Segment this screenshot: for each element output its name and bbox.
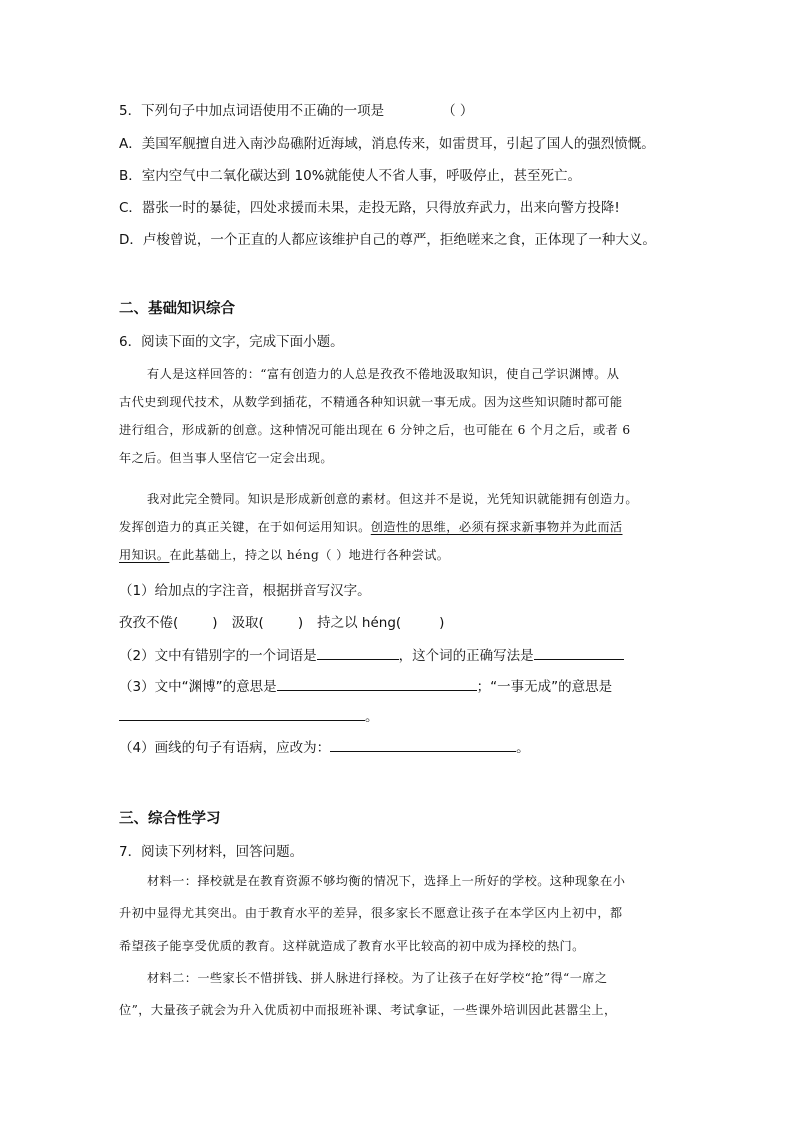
sub3-part1: （3）文中“渊博”的意思是 [119, 679, 277, 695]
q6-stem: 6．阅读下面的文字，完成下面小题。 [119, 334, 344, 350]
passage-line: 我对此完全赞同。知识是形成新创意的素材。但这并不是说，光凭知识就能拥有创造力。 [147, 492, 638, 506]
passage-text: 在此基础上，持之以 héng（ ）地进行各种尝试。 [169, 548, 450, 562]
passage-text: 发挥创造力的真正关键，在于如何运用知识。 [119, 520, 371, 534]
answer-blank[interactable] [119, 706, 365, 721]
passage-line: 有人是这样回答的：“富有创造力的人总是孜孜不倦地汲取知识，使自己学识渊博。从 [147, 367, 620, 381]
q5-stem-text: 5．下列句子中加点词语使用不正确的一项是 [119, 103, 385, 119]
answer-blank[interactable] [317, 645, 399, 660]
q5-answer-paren: （ ） [442, 103, 474, 119]
q5-option-c: C．嚣张一时的暴徒，四处求援而未果，走投无路，只得放弃武力，出来向警方投降! [119, 200, 620, 216]
sub1-item3: 持之以 héng( [317, 615, 402, 631]
q5-option-b: B．室内空气中二氧化碳达到 10%就能使人不省人事，呼吸停止，甚至死亡。 [119, 168, 582, 184]
underlined-sentence: 用知识。 [119, 548, 170, 562]
q7-stem: 7．阅读下列材料，回答问题。 [119, 844, 304, 860]
answer-blank[interactable] [330, 737, 516, 752]
underlined-sentence: 创造性的思维，必须有探求新事物并为此而活 [370, 520, 623, 534]
sub4-line [119, 737, 530, 758]
sub1-items [119, 613, 444, 633]
sub1-item1: 孜孜不倦( [119, 615, 179, 631]
sub3-line2 [119, 706, 379, 727]
sub2-part1: （2）文中有错别字的一个词语是 [119, 648, 317, 664]
sub1-item2: 汲取( [231, 615, 264, 631]
q5-stem [119, 101, 473, 121]
material-line: 材料二：一些家长不惜拼钱、拼人脉进行择校。为了让孩子在好学校“抢”得“一席之 [147, 971, 608, 985]
sub2-part2: ，这个词的正确写法是 [398, 648, 534, 664]
q5-option-d: D．卢梭曾说，一个正直的人都应该维护自己的尊严，拒绝嗟来之食，正体现了一种大义。 [119, 232, 656, 248]
passage-line: 年之后。但当事人坚信它一定会出现。 [119, 451, 333, 465]
q5-option-a: A．美国军舰擅自进入南沙岛礁附近海域，消息传来，如雷贯耳，引起了国人的强烈愤慨。 [119, 136, 655, 152]
answer-blank[interactable] [534, 645, 624, 660]
sub4-end: 。 [516, 740, 530, 756]
material-line: 希望孩子能享受优质的教育。这样就造成了教育水平比较高的初中成为择校的热门。 [119, 939, 585, 953]
material-line: 升初中显得尤其突出。由于教育水平的差异，很多家长不愿意让孩子在本学区内上初中，都 [119, 906, 623, 920]
passage-line [119, 517, 623, 537]
sub4-part1: （4）画线的句子有语病，应改为： [119, 740, 331, 756]
sub2-line [119, 645, 624, 666]
section3-heading: 三、综合性学习 [119, 811, 221, 827]
answer-blank[interactable] [277, 676, 477, 691]
sub1-item2-close: ) [297, 615, 304, 631]
material-line: 材料一：择校就是在教育资源不够均衡的情况下，选择上一所好的学校。这种现象在小 [147, 874, 626, 888]
sub1-item3-close: ) [439, 615, 445, 631]
passage-line: 古代史到现代技术，从数学到插花，不精通各种知识就一事无成。因为这些知识随时都可能 [119, 395, 623, 409]
section2-heading: 二、基础知识综合 [119, 301, 235, 317]
sub3-part2: ；“一事无成”的意思是 [476, 679, 613, 695]
sub1-prompt: （1）给加点的字注音，根据拼音写汉字。 [119, 583, 371, 599]
sub1-item1-close: ) [212, 615, 218, 631]
sub3-line [119, 676, 612, 697]
passage-line [119, 545, 449, 565]
material-line: 位”，大量孩子就会为升入优质初中而报班补课、考试拿证，一些课外培训因此甚嚣尘上， [119, 1003, 617, 1017]
sub3-end: 。 [365, 709, 379, 725]
passage-line: 进行组合，形成新的创意。这种情况可能出现在 6 分钟之后，也可能在 6 个月之后，或者 6 [119, 423, 631, 437]
